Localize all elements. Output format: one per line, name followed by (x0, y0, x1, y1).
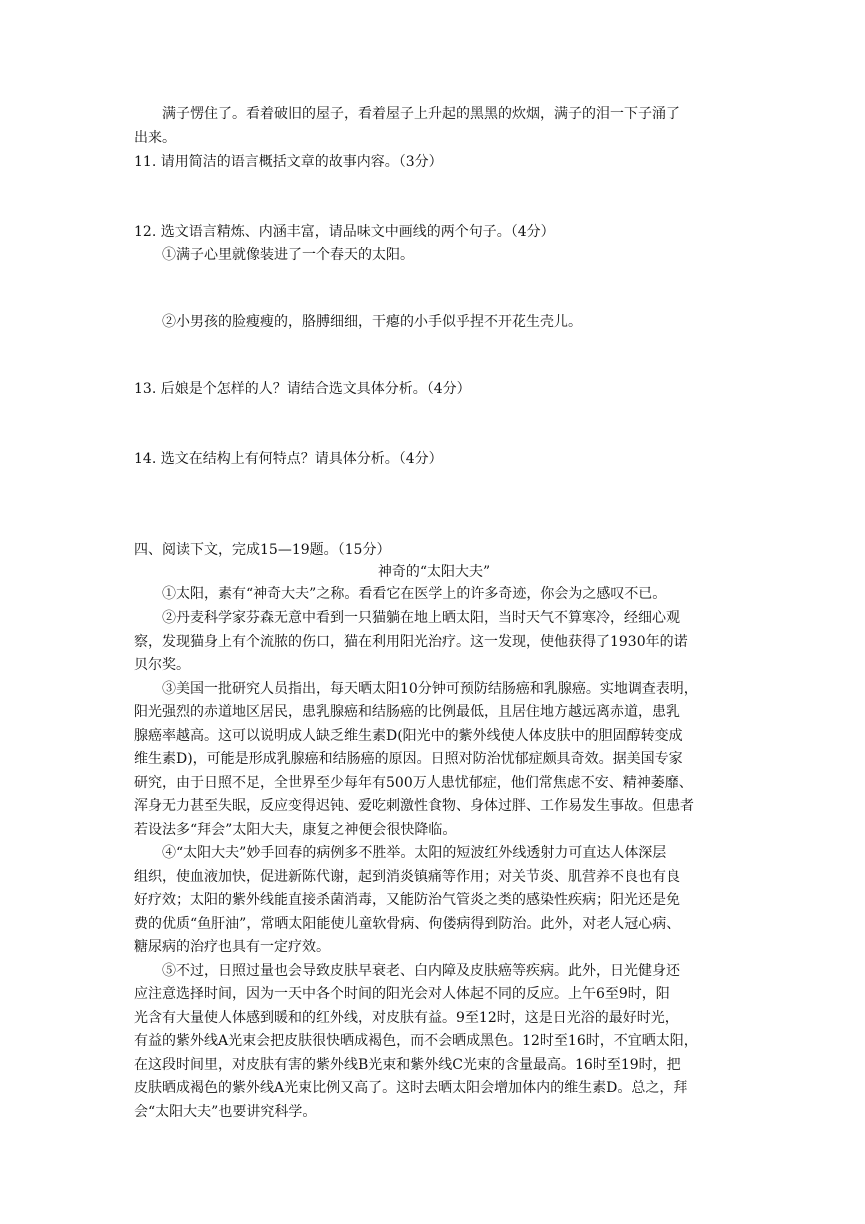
text-line: 在这段时间里，对皮肤有害的紫外线B光束和紫外线C光束的含量最高。16时至19时，把 (134, 1057, 681, 1073)
text-line: 14. 选文在结构上有何特点？请具体分析。（4分） (134, 451, 443, 467)
text-line: 满子愣住了。看着破旧的屋子，看着屋子上升起的黑黑的炊烟，满子的泪一下子涌了 (162, 106, 680, 122)
text-line: ②丹麦科学家芬森无意中看到一只猫躺在地上晒太阳，当时天气不算寒冷，经细心观 (162, 610, 680, 626)
text-line: 糖尿病的治疗也具有一定疗效。 (134, 939, 330, 955)
text-line: 研究，由于日照不足，全世界至少每年有500万人患忧郁症，他们常焦虑不安、精神萎靡、 (134, 775, 693, 791)
text-line: 好疗效；太阳的紫外线能直接杀菌消毒，又能防治气管炎之类的感染性疾病；阳光还是免 (134, 892, 680, 908)
text-line: 腺癌率越高。这可以说明成人缺乏维生素D(阳光中的紫外线使人体皮肤中的胆固醇转变成 (134, 728, 683, 744)
article-title: 神奇的“太阳大夫” (377, 564, 491, 580)
text-line: 皮肤晒成褐色的紫外线A光束比例又高了。这时去晒太阳会增加体内的维生素D。总之，拜 (134, 1080, 688, 1096)
text-line: ③美国一批研究人员指出，每天晒太阳10分钟可预防结肠癌和乳腺癌。实地调查表明， (162, 681, 698, 697)
text-line: 阳光强烈的赤道地区居民，患乳腺癌和结肠癌的比例最低，且居住地方越远离赤道，患乳 (134, 704, 680, 720)
text-line: 四、阅读下文，完成15—19题。（15分） (134, 542, 391, 558)
text-line: ①太阳，素有“神奇大夫”之称。看看它在医学上的许多奇迹，你会为之感叹不已。 (162, 586, 667, 602)
text-line: ①满子心里就像装进了一个春天的太阳。 (162, 247, 414, 263)
text-line: 组织，使血液加快，促进新陈代谢，起到消炎镇痛等作用；对关节炎、肌营养不良也有良 (134, 869, 680, 885)
text-line: 出来。 (134, 130, 176, 146)
text-line: 13. 后娘是个怎样的人？请结合选文具体分析。（4分） (134, 381, 471, 397)
text-line: 察，发现猫身上有个流脓的伤口，猫在利用阳光治疗。这一发现，使他获得了1930年的诺 (134, 634, 688, 650)
text-line: 有益的紫外线A光束会把皮肤很快晒成褐色，而不会晒成黑色。12时至16时，不宜晒太阳， (134, 1033, 698, 1049)
text-line: 费的优质“鱼肝油”，常晒太阳能使儿童软骨病、佝偻病得到防治。此外，对老人冠心病、 (134, 916, 681, 932)
text-line: 11. 请用简洁的语言概括文章的故事内容。（3分） (134, 154, 443, 170)
text-line: 光含有大量使人体感到暖和的红外线，对皮肤有益。9至12时，这是日光浴的最好时光， (134, 1010, 679, 1026)
text-line: 应注意选择时间，因为一天中各个时间的阳光会对人体起不同的反应。上午6至9时，阳 (134, 986, 670, 1002)
text-line: 12. 选文语言精炼、内涵丰富，请品味文中画线的两个句子。（4分） (134, 224, 555, 240)
text-line: ⑤不过，日照过量也会导致皮肤早衰老、白内障及皮肤癌等疾病。此外，日光健身还 (162, 963, 680, 979)
text-line: 维生素D)，可能是形成乳腺癌和结肠癌的原因。日照对防治忧郁症颇具奇效。据美国专家 (134, 751, 683, 767)
text-line: 会“太阳大夫”也要讲究科学。 (134, 1104, 317, 1120)
text-line: ②小男孩的脸瘦瘦的，胳膊细细，干瘪的小手似乎捏不开花生壳儿。 (162, 314, 582, 330)
text-line: 若设法多“拜会”太阳大夫，康复之神便会很快降临。 (134, 822, 457, 838)
text-line: 贝尔奖。 (134, 657, 190, 673)
text-line: 浑身无力甚至失眠，反应变得迟钝、爱吃刺激性食物、身体过胖、工作易发生事故。但患者 (134, 798, 694, 814)
text-line: ④“太阳大夫”妙手回春的病例多不胜举。太阳的短波红外线透射力可直达人体深层 (162, 845, 667, 861)
